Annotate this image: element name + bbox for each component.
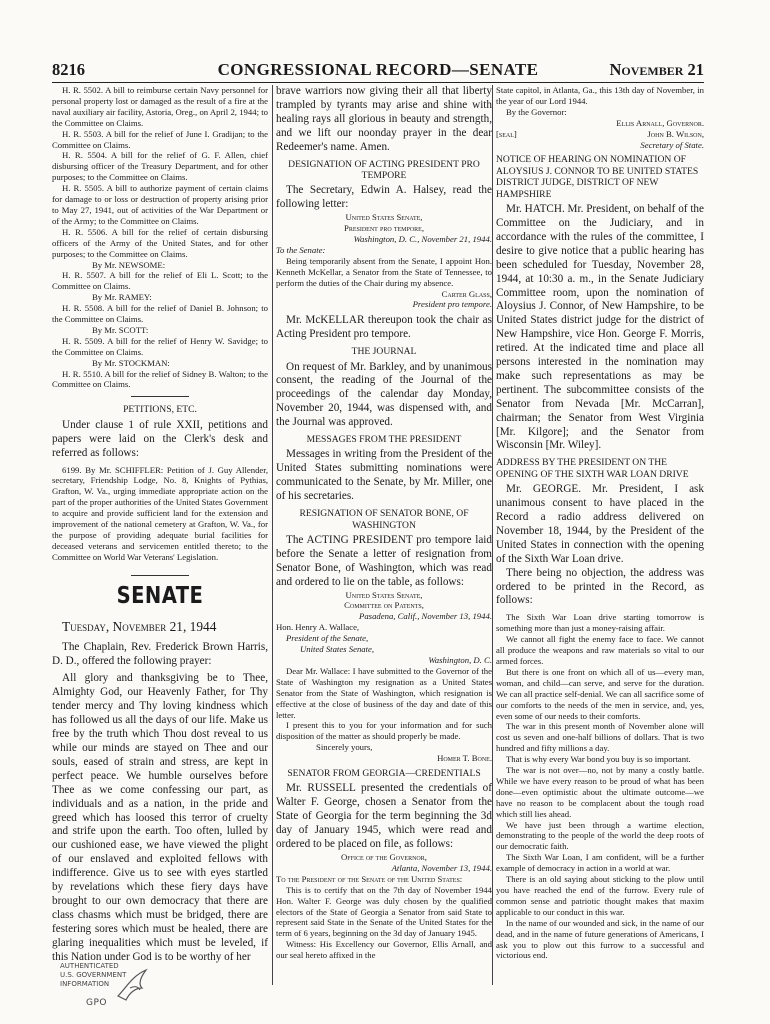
letter-office: President pro tempore, bbox=[343, 223, 425, 234]
section-heading-journal: THE JOURNAL bbox=[351, 346, 417, 358]
letter-addressee: Hon. Henry A. Wallace, bbox=[276, 622, 360, 633]
senate-banner bbox=[52, 575, 268, 609]
letter-body: I present this to you for your information and for such disposition of the matter as should properly be made. bbox=[276, 720, 492, 742]
mckellar-chair: Mr. McKELLAR thereupon took the chair as Acting President pro tempore. bbox=[276, 314, 492, 341]
certificate-governor-sign: Ellis Arnall, Governor. bbox=[616, 117, 704, 128]
certificate-continued: State capitol, in Atlanta, Ga., this 13th day of November, in the year of our Lord 1944. bbox=[496, 85, 704, 106]
letter-org: United States Senate, bbox=[345, 212, 423, 223]
george-text: Mr. GEORGE. Mr. President, I ask unanimous consent to have placed in the Record a radio address delivered on November 18, 1944, by the President of the United States in connection with the opening of the Sixth War Loan drive. bbox=[496, 483, 704, 565]
letter-closing: Sincerely yours, bbox=[316, 742, 373, 753]
gpo-line: AUTHENTICATED bbox=[60, 962, 119, 970]
section-rule bbox=[131, 396, 189, 397]
no-objection-text: There being no objection, the address was ordered to be printed in the Record, as follows: bbox=[496, 566, 704, 607]
secretary-read: The Secretary, Edwin A. Halsey, read the following letter: bbox=[276, 184, 492, 211]
letter-office: Committee on Patents, bbox=[344, 600, 424, 611]
header-date: November 21 bbox=[609, 60, 704, 79]
section-heading-georgia: SENATOR FROM GEORGIA—CREDENTIALS bbox=[287, 768, 481, 780]
letter-salutation: To the Senate: bbox=[276, 244, 326, 255]
petition-entry: 6199. By Mr. SCHIFFLER: Petition of J. Guy Allender, secretary, Friendship Lodge, No. 8, Knights of Pythias, Grafton, W. Va., urging immediate appropriate action on the part of the proper authorities of the United States Government to acquire and provide sufficient land for the extension and improvement of the national cemetery at Grafton, W. Va., for the purpose of providing adequate burial facilities for deceased veterans and servicemen entitled thereto; to the Committee on World War Veterans' Legislation. bbox=[52, 464, 268, 562]
certificate-place: Atlanta, November 13, 1944. bbox=[391, 862, 492, 873]
bill-entry: H. R. 5502. A bill to reimburse certain Navy personnel for personal property lost or damaged as the result of a fire at the naval auxiliary air facility, Astoria, Oreg., on April 2, 1944; to the Committee on Claims. bbox=[52, 85, 268, 128]
letter-signature: Homer T. Bone. bbox=[437, 753, 492, 764]
bone-text: The ACTING PRESIDENT pro tempore laid before the Senate a letter of resignation from Senator Bone, of Washington, which was read and ordered to lie on the table, as follows: bbox=[276, 533, 492, 588]
section-heading-petitions: PETITIONS, ETC. bbox=[123, 404, 197, 416]
sponsor-line: By Mr. SCOTT: bbox=[92, 324, 149, 335]
senate-title: SENATE bbox=[116, 582, 204, 609]
address-paragraph: The Sixth War Loan drive starting tomorrow is something more than just a money-raising affair. bbox=[496, 612, 704, 634]
letter-body: Dear Mr. Wallace: I have submitted to the Governor of the State of Washington my resignation as a United States Senator from the State of Washington, which resignation is effective at the close of business of the day and date of this letter. bbox=[276, 665, 492, 720]
certificate-body: This is to certify that on the 7th day of November 1944 Hon. Walter F. George was duly chosen by the qualified electors of the State of Georgia a Senator from said State to represent said State in the Senate of the United States for the term of 6 years, beginning on the 3d day of January 1945. bbox=[276, 884, 492, 939]
letter-place: Washington, D. C., November 21, 1944. bbox=[353, 233, 492, 244]
certificate-office: Office of the Governor, bbox=[341, 851, 427, 862]
certificate-witness: Witness: His Excellency our Governor, Ellis Arnall, and our seal hereto affixed in the bbox=[276, 939, 492, 961]
bill-entry: H. R. 5503. A bill for the relief of June I. Gradijan; to the Committee on Claims. bbox=[52, 128, 268, 150]
bill-entry: H. R. 5508. A bill for the relief of Daniel B. Johnson; to the Committee on Claims. bbox=[52, 303, 268, 325]
petitions-intro: Under clause 1 of rule XXII, petitions and papers were laid on the Clerk's desk and referred as follows: bbox=[52, 418, 268, 459]
bill-entry: H. R. 5506. A bill for the relief of certain disbursing officers of the Army of the United States, and for other purposes; to the Committee on Claims. bbox=[52, 226, 268, 259]
section-heading-acting-president: DESIGNATION OF ACTING PRESIDENT PRO TEMPORE bbox=[288, 158, 480, 181]
bill-entry: H. R. 5509. A bill for the relief of Henry W. Savidge; to the Committee on Claims. bbox=[52, 335, 268, 357]
column-divider bbox=[272, 85, 273, 985]
georgia-text: Mr. RUSSELL presented the credentials of Walter F. George, chosen a Senator from the State of Georgia for the term beginning the 3d day of January 1945, which were read and ordered to be placed on file, as follows: bbox=[276, 782, 492, 851]
letter-signature: Carter Glass, bbox=[441, 288, 492, 299]
column-3 bbox=[496, 85, 704, 980]
bill-entry: H. R. 5504. A bill for the relief of G. F. Allen, chief disbursing officer of the Treasury Department, and for other purposes; to the Committee on Claims. bbox=[52, 150, 268, 183]
address-paragraph: But there is one front on which all of us—every man, woman, and child—can serve, and serve for the duration. We can all practice self-denial. We can all sacrifice some of our comforts to the needs of the men in service, and, yes, even some of our needs to their comforts. bbox=[496, 666, 704, 721]
letter-place: Pasadena, Calif., November 13, 1944. bbox=[359, 611, 492, 622]
address-paragraph: In the name of our wounded and sick, in the name of our dead, and in the name of future generations of Americans, I ask you to plow out this furrow to a successful and victorious end. bbox=[496, 917, 704, 961]
journal-text: On request of Mr. Barkley, and by unanimous consent, the reading of the Journal of the proceedings of the calendar day Monday, November 20, 1944, was dispensed with, and the Journal was approved. bbox=[276, 360, 492, 429]
certificate-seal-line bbox=[496, 129, 704, 140]
column-divider bbox=[492, 85, 493, 985]
column-2 bbox=[276, 85, 492, 980]
sponsor-line: By Mr. RAMEY: bbox=[92, 292, 152, 303]
prayer-text: All glory and thanksgiving be to Thee, Almighty God, our Heavenly Father, for Thy tender mercy and Thy loving kindness which has followed us all the days of our life. Make us free by the truth which Thou dost reveal to us while our minds are stayed on Thee and our souls, eased of strain and stress, are kept in perfect peace. We humble ourselves before Thee as we come confessing our part, as individuals and as a nation, in the pride and greed which has loosed this terror of cruelty and strife upon the earth. Too often, lulled by our cushioned ease, we have viewed the plight of our enslaved and exploited fellows with indifference. Give us to see with eyes startled by revelations which these fiery days have brought to our own democracy that there are class chasms which must be bridged, there are festering sores which must be healed, there are glaring inequalities which must be leveled, if this Nation under God is to be worthy of her bbox=[52, 672, 268, 963]
letter-signature-title: President pro tempore. bbox=[412, 299, 492, 310]
section-heading-messages: MESSAGES FROM THE PRESIDENT bbox=[306, 434, 462, 446]
letter-addressee: United States Senate, bbox=[300, 644, 375, 655]
letter-org: United States Senate, bbox=[345, 589, 423, 600]
messages-text: Messages in writing from the President of the United States submitting nominations were communicated to the Senate, by Mr. Miller, one of his secretaries. bbox=[276, 448, 492, 503]
page-number: 8216 bbox=[52, 60, 85, 79]
certificate-salutation: To the President of the Senate of the United States: bbox=[276, 873, 463, 884]
section-rule bbox=[131, 575, 189, 576]
page-header bbox=[52, 60, 704, 82]
address-paragraph: The war in this present month of November alone will cost us seven and one-half billions of dollars. That is two hundred and fifty millions a day. bbox=[496, 721, 704, 754]
address-paragraph: That is why every War bond you buy is so important. bbox=[506, 754, 691, 765]
sponsor-line: By Mr. STOCKMAN: bbox=[92, 357, 170, 368]
seal-mark: [seal] bbox=[496, 128, 517, 139]
publication-title: CONGRESSIONAL RECORD—SENATE bbox=[217, 60, 539, 79]
eagle-icon bbox=[112, 966, 152, 1006]
address-paragraph: The Sixth War Loan, I am confident, will be a further example of democracy in action in a world at war. bbox=[496, 852, 704, 874]
gpo-line: INFORMATION bbox=[60, 980, 110, 988]
letter-addressee: President of the Senate, bbox=[286, 633, 369, 644]
prayer-continued: brave warriors now giving their all that liberty trampled by tyrants may arise and shine with healing rays all glorious in beauty and strength, and we lift our noonday prayer in the dear Redeemer's name. Amen. bbox=[276, 85, 492, 153]
section-heading-connor: NOTICE OF HEARING ON NOMINATION OF ALOYSIUS J. CONNOR TO BE UNITED STATES DISTRICT JUDGE, DISTRICT OF NEW HAMPSHIRE bbox=[496, 154, 699, 200]
chaplain-intro: The Chaplain, Rev. Frederick Brown Harris, D. D., offered the following prayer: bbox=[52, 640, 268, 667]
section-heading-address: ADDRESS BY THE PRESIDENT ON THE OPENING OF THE SIXTH WAR LOAN DRIVE bbox=[496, 457, 689, 480]
bill-entry: H. R. 5505. A bill to authorize payment of certain claims for damage to or loss or destruction of property arising prior to May 27, 1941, out of activities of the War Department or of the Army; to the Committee on Claims. bbox=[52, 183, 268, 226]
address-paragraph: There is an old saying about sticking to the plow until you have reached the end of the furrow. Every rule of common sense and patriotic thought makes that maxim applicable to our conduct in this war. bbox=[496, 874, 704, 917]
secretary-title: Secretary of State. bbox=[640, 139, 704, 150]
sponsor-line: By Mr. NEWSOME: bbox=[92, 259, 166, 270]
address-paragraph: The war is not over—no, not by many a costly battle. While we have every reason to be proud of what has been done—even optimistic about the ultimate outcome—we have no reason to be complacent about the tough road which still lies ahead. bbox=[496, 765, 704, 819]
certificate-by: By the Governor: bbox=[506, 106, 567, 117]
bill-entry: H. R. 5510. A bill for the relief of Sidney B. Walton; to the Committee on Claims. bbox=[52, 368, 268, 390]
letter-addressee: Washington, D. C. bbox=[428, 654, 492, 665]
hatch-text: Mr. HATCH. Mr. President, on behalf of the Committee on the Judiciary, and in accordance with the rules of the committee, I desire to give notice that a public hearing has been scheduled for Tuesday, November 28, 1944, at 10:30 a. m., in the Senate Judiciary Committee room, upon the nomination of Aloysius J. Connor, of New Hampshire, to be United States district judge for the district of New Hampshire, vice Hon. George F. Morris, retired. At the indicated time and place all persons interested in the nomination may make such representations as may be pertinent. The subcommittee consists of the Senator from Nevada [Mr. McCarran], chairman; the Senator from West Virginia [Mr. Kilgore]; and the Senator from Wisconsin [Mr. Wiley]. bbox=[496, 203, 704, 452]
session-date: Tuesday, November 21, 1944 bbox=[62, 618, 217, 634]
secretary-sign: John B. Wilson, bbox=[647, 128, 704, 139]
gpo-authentication-seal bbox=[60, 962, 180, 1014]
gpo-mark: GPO bbox=[86, 998, 107, 1008]
column-1 bbox=[52, 85, 268, 980]
letter-body: Being temporarily absent from the Senate, I appoint Hon. Kenneth McKellar, a Senator from the State of Tennessee, to perform the duties of the Chair during my absence. bbox=[276, 255, 492, 288]
address-paragraph: We have just been through a wartime election, demonstrating to the people of the world the deep roots of our democratic faith. bbox=[496, 819, 704, 852]
header-rule bbox=[52, 82, 704, 83]
section-heading-bone: RESIGNATION OF SENATOR BONE, OF WASHINGTON bbox=[299, 508, 469, 531]
gpo-line: U.S. GOVERNMENT bbox=[60, 971, 127, 979]
address-paragraph: We cannot all fight the enemy face to face. We cannot all produce the weapons and raw materials so vital to our armed forces. bbox=[496, 634, 704, 666]
bill-entry: H. R. 5507. A bill for the relief of Eli L. Scott; to the Committee on Claims. bbox=[52, 270, 268, 292]
